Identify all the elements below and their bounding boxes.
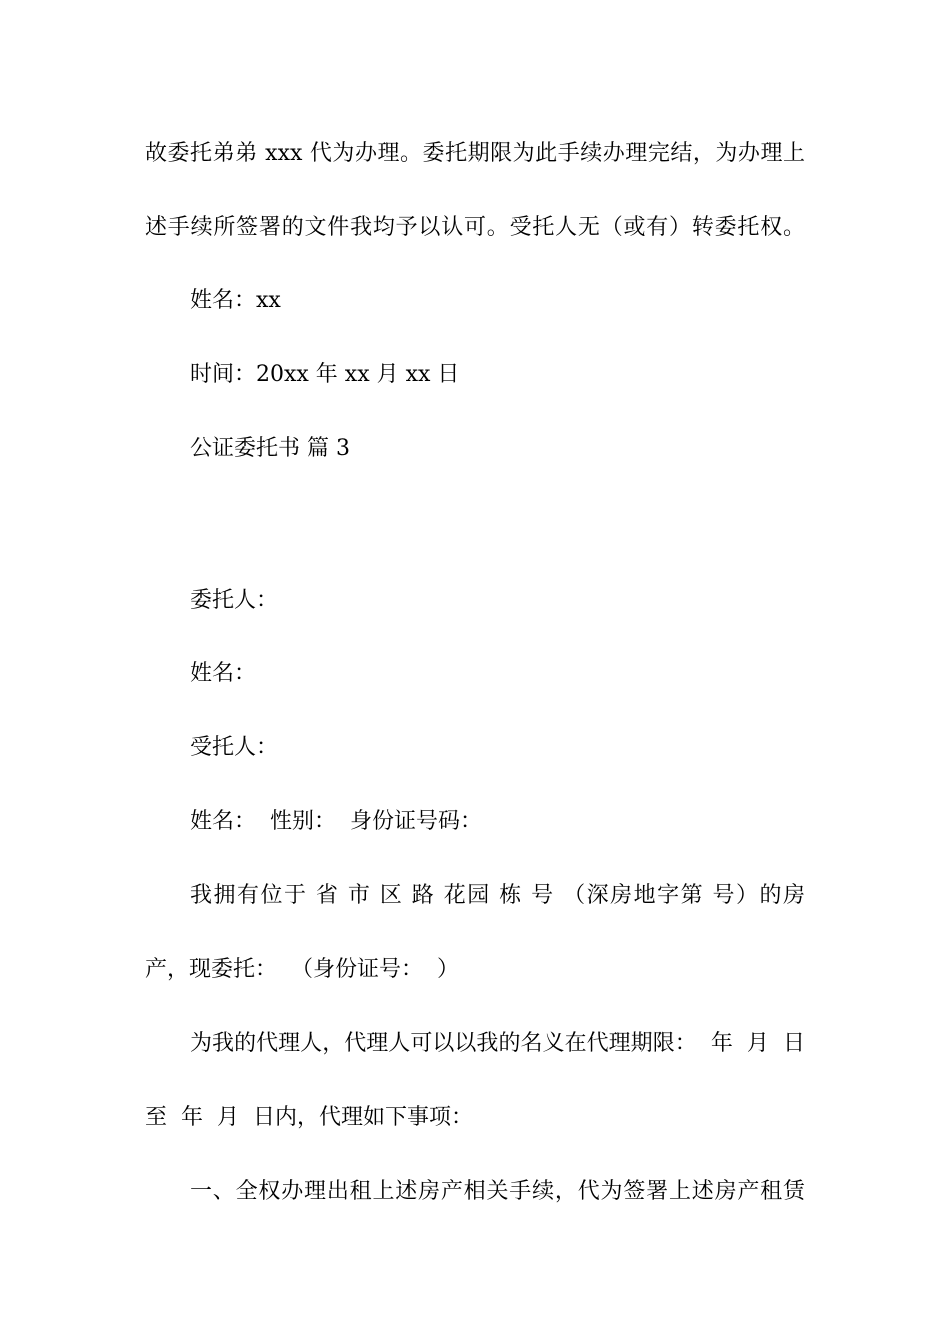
signatory-name-line: 姓名：xx	[190, 288, 281, 313]
date-line: 时间：20xx 年 xx 月 xx 日	[190, 362, 460, 387]
paragraph-line: 述手续所签署的文件我均予以认可。受托人无（或有）转委托权。	[145, 215, 805, 240]
paragraph-line: 产，现委托： （身份证号： ）	[145, 957, 459, 982]
paragraph-line: 我拥有位于 省 市 区 路 花园 栋 号 （深房地字第 号）的房	[190, 883, 805, 908]
agent-details-line: 姓名： 性别： 身份证号码：	[190, 809, 482, 834]
section-title: 公证委托书 篇 3	[190, 436, 350, 461]
agent-label: 受托人：	[190, 735, 279, 760]
paragraph-line: 一、全权办理出租上述房产相关手续，代为签署上述房产租赁	[190, 1179, 805, 1204]
paragraph-line: 故委托弟弟 xxx 代为办理。委托期限为此手续办理完结，为办理上	[145, 141, 805, 166]
principal-name-line: 姓名：	[190, 661, 257, 686]
paragraph-line: 至 年 月 日内，代理如下事项：	[145, 1105, 473, 1130]
principal-label: 委托人：	[190, 588, 279, 613]
paragraph-line: 为我的代理人，代理人可以以我的名义在代理期限： 年 月 日	[190, 1031, 805, 1056]
